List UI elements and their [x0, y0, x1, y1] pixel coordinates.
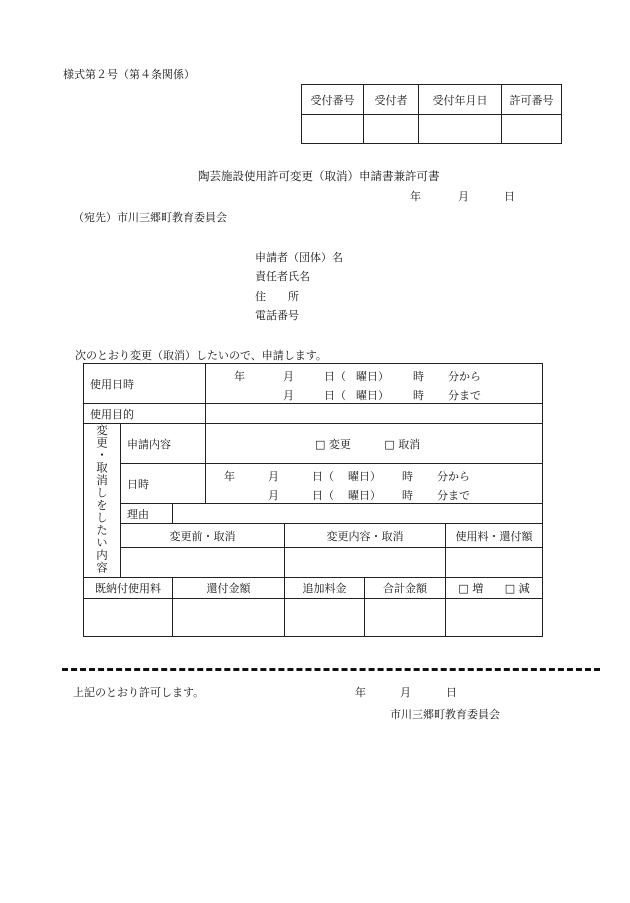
fee-refund-header: 還付金額 — [173, 578, 285, 599]
usage-from-minute: 分から — [448, 369, 481, 383]
approval-text: 上記のとおり許可します。 — [73, 686, 205, 699]
usage-to-day: 日（ — [324, 388, 346, 402]
change-content-field — [206, 424, 543, 464]
increase-checkbox[interactable]: □ 増 — [458, 582, 484, 595]
usage-from-day: 日（ — [324, 369, 346, 383]
usage-date-label: 使用日時 — [84, 364, 206, 404]
change-to-weekday: 曜日） — [348, 488, 381, 502]
usage-from-month: 月 — [283, 369, 294, 383]
change-from-hour: 時 — [402, 469, 413, 483]
date-day-label: 日 — [504, 190, 515, 203]
reception-header-date: 受付年月日 — [419, 85, 502, 115]
change-section-label — [84, 424, 121, 578]
approval-month-label: 月 — [400, 686, 411, 699]
usage-to-minute: 分まで — [448, 388, 481, 402]
change-content-label: 申請内容 — [121, 424, 206, 464]
change-before-header: 変更前・取消 — [121, 524, 285, 548]
change-from-minute: 分から — [437, 469, 470, 483]
option-cancel-checkbox[interactable]: □ 取消 — [384, 437, 421, 451]
date-year-label: 年 — [410, 190, 421, 203]
change-datetime-field[interactable] — [206, 464, 543, 504]
reception-header-number: 受付番号 — [302, 85, 364, 115]
change-reason-label: 理由 — [121, 504, 173, 524]
fee-additional-field[interactable] — [285, 599, 365, 637]
reception-date-field[interactable] — [419, 115, 502, 144]
change-to-minute: 分まで — [437, 488, 470, 502]
reception-number-field[interactable] — [302, 115, 364, 144]
page-title: 陶芸施設使用許可変更（取消）申請書兼許可書 — [198, 169, 440, 183]
fee-paid-field[interactable] — [84, 599, 173, 637]
fee-increase-decrease — [446, 578, 543, 599]
applicant-name-label: 申請者（団体）名 — [255, 251, 343, 264]
usage-to-weekday: 曜日） — [356, 388, 389, 402]
usage-to-hour: 時 — [413, 388, 424, 402]
approval-year-label: 年 — [355, 686, 366, 699]
usage-from-weekday: 曜日） — [356, 369, 389, 383]
usage-purpose-label: 使用目的 — [84, 404, 206, 424]
reception-permit-field[interactable] — [502, 115, 562, 144]
usage-from-hour: 時 — [413, 369, 424, 383]
reception-table — [301, 84, 562, 144]
change-vertical-text: 変更・取消しをしたい内容 — [95, 424, 109, 574]
cut-line-divider — [62, 668, 600, 671]
change-from-month: 月 — [268, 469, 279, 483]
approval-day-label: 日 — [446, 686, 457, 699]
decrease-checkbox[interactable]: □ 減 — [504, 582, 530, 595]
change-reason-field[interactable] — [173, 504, 543, 524]
date-month-label: 月 — [458, 190, 469, 203]
change-to-month: 月 — [268, 488, 279, 502]
fee-refund-field[interactable] — [173, 599, 285, 637]
main-table — [83, 363, 543, 637]
addressee: （宛先）市川三郷町教育委員会 — [73, 211, 227, 224]
reception-receiver-field[interactable] — [364, 115, 419, 144]
usage-purpose-field[interactable] — [206, 404, 543, 424]
reception-header-permit: 許可番号 — [502, 85, 562, 115]
fee-additional-header: 追加料金 — [285, 578, 365, 599]
fee-total-field[interactable] — [365, 599, 446, 637]
form-number: 様式第２号（第４条関係） — [63, 68, 195, 81]
change-before-field[interactable] — [121, 548, 285, 578]
intro-text: 次のとおり変更（取消）したいので、申請します。 — [75, 349, 327, 362]
applicant-phone-label: 電話番号 — [255, 309, 299, 322]
change-from-weekday: 曜日） — [348, 469, 381, 483]
reception-header-receiver: 受付者 — [364, 85, 419, 115]
change-from-day: 日（ — [312, 469, 334, 483]
fee-diff-field[interactable] — [446, 599, 543, 637]
applicant-address-label: 住 所 — [255, 290, 299, 303]
change-after-header: 変更内容・取消 — [285, 524, 446, 548]
option-change-checkbox[interactable]: □ 変更 — [315, 437, 351, 451]
change-fee-field[interactable] — [446, 548, 543, 578]
change-to-day: 日（ — [312, 488, 334, 502]
change-to-hour: 時 — [402, 488, 413, 502]
change-fee-header: 使用料・還付額 — [446, 524, 543, 548]
fee-paid-header: 既納付使用料 — [84, 578, 173, 599]
usage-to-month: 月 — [283, 388, 294, 402]
applicant-responsible-label: 責任者氏名 — [255, 270, 310, 283]
change-after-field[interactable] — [285, 548, 446, 578]
usage-from-year: 年 — [234, 369, 245, 383]
change-from-year: 年 — [224, 469, 235, 483]
usage-date-field[interactable] — [206, 364, 543, 404]
fee-total-header: 合計金額 — [365, 578, 446, 599]
approval-authority: 市川三郷町教育委員会 — [390, 708, 500, 721]
change-datetime-label: 日時 — [121, 464, 206, 504]
